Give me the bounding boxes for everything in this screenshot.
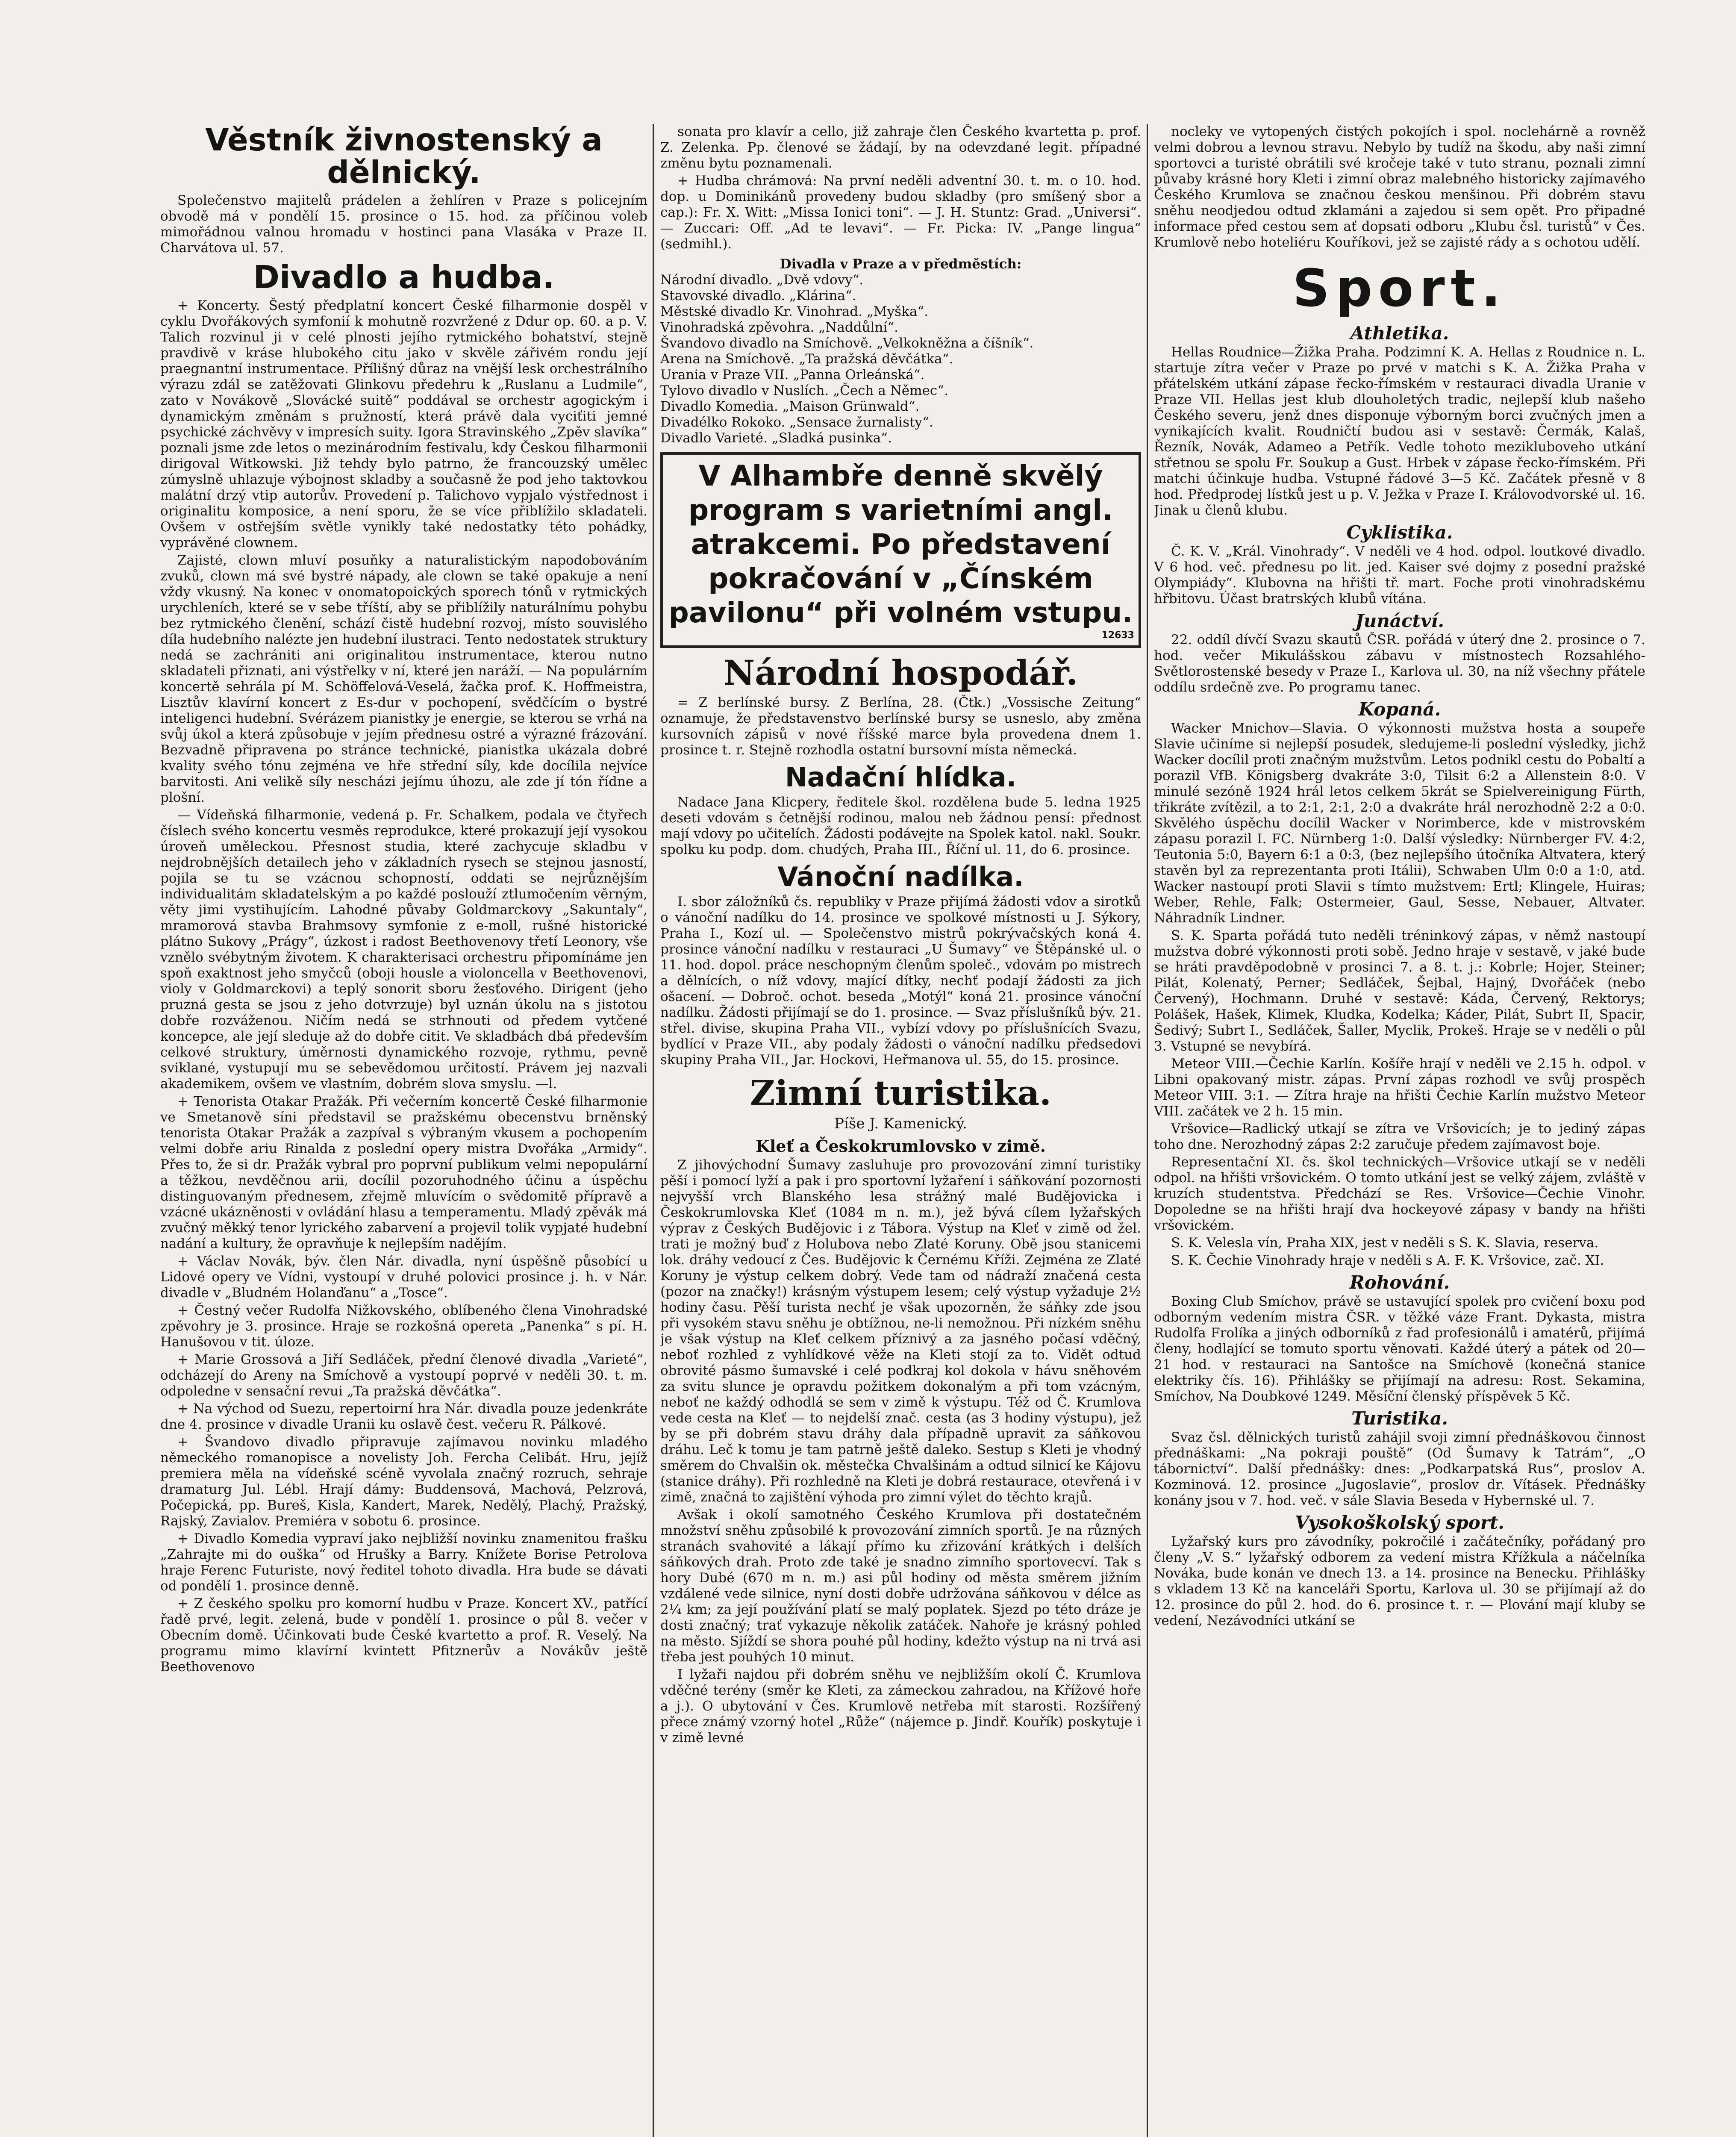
subsection-heading: Vysokoškolský sport. (1295, 1512, 1504, 1533)
column-rule (653, 124, 654, 2137)
paragraph: S. K. Čechie Vinohrady hraje v neděli s A. F. K. Vršovice, zač. XI. (1171, 1253, 1604, 1268)
paragraph: Z jihovýchodní Šumavy zasluhuje pro provozování zimní turistiky pěší i pomocí lyží a pak i pro sportovní lyžaření i sáňkování pozornosti nejvyšší vrch Blanského lesa strážný malé Budějovicka i Českokrumlovska Kleť (1084 m n. m.), jež bývá cílem lyžařských výprav z Českých Budějovic i z Tábora. Výstup na Kleť v zimě od žel. trati je možný buď z Holubova nebo Zlaté Koruny. Obě jsou stanicemi lok. dráhy vedoucí z Čes. Budějovic k Černému Kříži. Zejména ze Zlaté Koruny je výstup celkem dobrý. Vede tam od nádraží značená cesta (pozor na značky!) krásným výstupem lesem; celý výstup vyžaduje 2½ hodiny času. Pěší turista nechť je však upozorněn, že sáňky zde jsou při vysokém stavu sněhu je obtížnou, ne-li nemožnou. Při nízkém sněhu je však výstup na Kleť celkem příznivý a za jasného počasí vděčný, neboť rozhled z vyhlídkové věže na Kleti stojí za to. Vidět odtud obrovité pásmo šumavské i celé podkraj kol dokola v hávu sněhovém za svitu slunce je opravdu požitkem dokonalým a při tom vzácným, neboť ne každý odhodlá se sem v zimě k výstupu. Též od Č. Krumlova vede cesta na Kleť — to nejdelší znač. cesta (as 3 hodiny výstupu), jež by se při dobrém stavu dráhy dala případně upravit za sáňkovou dráhu. Leč k tomu je tam patrně ještě daleko. Sestup s Kleti je vhodný směrem do Chvalšin ok. městečka Chvalšinám a odtud silnicí ke Kájovu (stanice dráhy). Při rozhledně na Kleti je dobrá restaurace, otevřená i v zimě, značná to zajištění výhoda pro zimní výlet do těchto krajů. (660, 1157, 1141, 1505)
column-1 (160, 124, 647, 2137)
program-item: Tylovo divadlo v Nuslích. „Čech a Němec“. (660, 383, 948, 398)
ad-number: 12633 (1101, 630, 1134, 641)
column-3 (1154, 124, 1645, 2137)
subsection-heading: Kopaná. (1358, 699, 1441, 720)
paragraph: Representační XI. čs. škol technických—Vršovice utkají se v neděli odpol. na hřišti vršovickém. O tomto utkání jest se velký zájem, zvláště v kruzích studentstva. Předchází se Res. Vršovice—Čechie Vinohr. Dopoledne se na hřišti hrají dva hockeyové zápasy v bandy na hřišti vršovickém. (1154, 1154, 1645, 1233)
paragraph: Boxing Club Smíchov, právě se ustavující spolek pro cvičení boxu pod odborným vedením mistra ČSR. v těžké váze Frant. Dykasta, mistra Rudolfa Frolíka a jiných odborníků z řad profesionálů i amatérů, přijímá členy, hodlající se tomuto sportu věnovati. Každé úterý a pátek od 20—21 hod. v restauraci na Santošce na Smíchově (konečná stanice elektriky čís. 16). Přihlášky se přijímají na adresu: Rost. Sekamina, Smíchov, Na Doubkové 1249. Měsíční členský příspěvek 5 Kč. (1154, 1294, 1645, 1404)
paragraph: + Z českého spolku pro komorní hudbu v Praze. Koncert XV., patřící řadě prvé, legit. zelená, bude v pondělí 1. prosince o půl 8. večer v Obecním domě. Účinkovati bude České kvartetto a prof. R. Veselý. Na programu mimo klavírní kvintett Pfitznerův a Novákův ještě Beethovenovo (160, 1595, 647, 1675)
paragraph: Nadace Jana Klicpery, ředitele škol. rozdělena bude 5. ledna 1925 deseti vdovám s četnější rodinou, malou neb žádnou pensí: přednost mají vdovy po učitelích. Žádosti podávejte na Spolek katol. nakl. Soukr. spolku ku podp. dom. chudých, Praha III., Říční ul. 11, do 6. prosince. (660, 795, 1141, 858)
program-item: Národní divadlo. „Dvě vdovy“. (660, 272, 864, 288)
paragraph: Č. K. V. „Král. Vinohrady“. V neděli ve 4 hod. odpol. loutkové divadlo. V 6 hod. več. přednesu po lit. jed. Kaiser své dojmy z posední pražské Olympiády“. Klubovna na hřišti tř. mart. Foche proti vinohradskému hřbitovu. Účast bratrských klubů vítána. (1154, 544, 1645, 606)
paragraph: S. K. Velesla vín, Praha XIX, jest v neděli s S. K. Slavia, reserva. (1171, 1235, 1599, 1251)
alhambra-advertisement (660, 452, 1141, 648)
subsection-heading: Cyklistika. (1346, 522, 1453, 543)
program-item: Divadlo Komedia. „Maison Grünwald“. (660, 399, 920, 414)
program-item: Divadélko Rokoko. „Sensace žurnalisty“. (660, 415, 933, 430)
theatre-program-title: Divadla v Praze a v předměstích: (780, 256, 1022, 272)
paragraph: S. K. Sparta pořádá tuto neděli tréninkový zápas, v němž nastoupí mužstva dobré výkonnosti proti sobě. Jedno hraje v sestavě, v jaké bude se hráti pravděpodobně v prosinci 7. a 8. t. j.: Kobrle; Hojer, Steiner; Pilát, Kolenatý, Perner; Sedláček, Šejbal, Hajný, Dvořáček (nebo Červený), Hochmann. Druhé v sestavě: Káda, Červený, Rektorys; Polášek, Hašek, Klimek, Kludka, Kodelka; Káder, Pilát, Subrt II, Spacir, Šedivý; Subrt I., Sedláček, Šaller, Myclik, Prokeš. Hraje se v neděli o půl 3. Vstupné se nevybírá. (1154, 928, 1645, 1054)
column-2 (660, 124, 1141, 2137)
paragraph: Wacker Mnichov—Slavia. O výkonnosti mužstva hosta a soupeře Slavie učiníme si nejlepší posudek, sledujeme-li poslední výsledky, jichž Wacker docílil proti značným mužstvům. Letos podnikl cestu do Pobaltí a porazil VfB. Königsberg dvakráte 3:0, Tilsit 6:2 a Allenstein 8:0. V minulé sezóně 1924 hrál letos celkem 5krát se Spielvereinigung Fürth, třikráte zvítězil, a to 2:1, 2:1, 2:0 a dvakráte hrál nerozhodně 2:2 a 0:0. Skvělého úspěchu docílil Wacker v Norimberce, kde v mistrovském zápasu porazil I. FC. Nürnberg 1:0. Další výsledky: Nürnberger FV. 4:2, Teutonia 5:0, Bayern 6:1 a 0:3, (bez nejlepšího útočníka Altvatera, který stavěn byl za reprezentanta proti Itálii), Schwaben Ulm 0:0 a 1:0, atd. Wacker nastoupí proti Slavii s tímto mužstvem: Ertl; Klingele, Huiras; Weber, Rehle, Falk; Ostermeier, Gaul, Sesse, Nebauer, Altvater. Náhradník Lindner. (1154, 721, 1645, 926)
program-item: Arena na Smíchově. „Ta pražská děvčátka“. (660, 351, 953, 367)
section-heading-zimni-turistika: Zimní turistika. (750, 1073, 1051, 1113)
paragraph: = Z berlínské bursy. Z Berlína, 28. (Čtk.) „Vossische Zeitung“ oznamuje, že představenstvo berlínské bursy se usneslo, aby změna kursovních zápisů v nové říšské marce byla provedena dnem 1. prosince t. r. Stejně rozhodla ostatní bursovní místa německá. (660, 695, 1141, 758)
paragraph: + Hudba chrámová: Na první neděli adventní 30. t. m. o 10. hod. dop. u Dominikánů provedeny budou skladby (pro smíšený sbor a cap.): Fr. X. Witt: „Missa Ionici toni“. — J. H. Stuntz: Grad. „Universi“. — Zuccari: Off. „Ad te levavi“. — Fr. Picka: IV. „Pange lingua“ (sedmihl.). (660, 173, 1141, 252)
section-heading-vestnik: Věstník živnostenský a dělnický. (205, 124, 603, 190)
paragraph: Meteor VIII.—Čechie Karlín. Košíře hrají v neděli ve 2.15 h. odpol. v Libni opakovaný mistr. zápas. První zápas rozhodl ve svůj prospěch Meteor VIII. 3:1. — Zítra hraje na hřišti Čechie Karlín mužstvo Meteor VIII. začátek ve 2 h. 15 min. (1154, 1056, 1645, 1119)
alhambra-ad-text: V Alhambře denně skvělý program s varietními angl. atrakcemi. Po představení pokračování v „Čínském pavilonu“ při volném vstupu. (668, 459, 1133, 629)
paragraph: sonata pro klavír a cello, již zahraje člen Českého kvartetta p. prof. Z. Zelenka. Pp. členové se žádají, by na odevzdané legit. případné změnu bytu poznamenali. (660, 124, 1141, 171)
paragraph: Hellas Roudnice—Žižka Praha. Podzimní K. A. Hellas z Roudnice n. L. startuje zítra večer v Praze po prvé v matchi s K. A. Žižka Praha v přátelském utkání zápase řecko-římském v restauraci divadla Uranie v Praze VII. Hellas jest klub dlouholetých tradic, nejlepší klub našeho Českého severu, jenž dnes disponuje výborným borci zvučných jmen a vynikajících kvalit. Roudničtí budou asi v sestavě: Čermák, Kalaš, Řezník, Novák, Adameo a Petřík. Vedle tohoto mezikluboveho utkání střetnou se spolu Fr. Soukup a Gust. Hrbek v zápase řecko-římském. Při matchi účinkuje hudba. Vstupné řádové 3—5 Kč. Začátek přesně v 8 hod. Předprodej lístků jest u p. V. Ježka v Praze I. Královodvorské ul. 16. Jinak u členů klubu. (1154, 344, 1645, 518)
paragraph: + Na východ od Suezu, repertoirní hra Nár. divadla pouze jedenkráte dne 4. prosince v divadle Uranii ku oslavě čest. večeru R. Pálkové. (160, 1401, 647, 1432)
section-heading-divadlo: Divadlo a hudba. (253, 259, 555, 296)
section-heading-vanocni: Vánoční nadílka. (777, 861, 1024, 893)
paragraph: + Čestný večer Rudolfa Nižkovského, oblíbeného člena Vinohradské zpěvohry je 3. prosince. Hraje se rozkošná opereta „Panenka“ s pí. H. Hanušovou v tit. úloze. (160, 1302, 647, 1350)
paragraph: + Tenorista Otakar Pražák. Při večerním koncertě České filharmonie ve Smetanově síni představil se pražskému obecenstvu brněnský tenorista Otakar Pražák a zazpíval s výbraným vkusem a pochopením velmi dobře ariu Rinalda z poslední opery mistra Dvořáka „Armidy“. Přes to, že si dr. Pražák vybral pro poprvní publikum velmi nepopulární a těžkou, nevděčnou arii, docílil pozoruhodného účinu a úspěchu distinguovaným přednesem, zřejmě mluvícím o svědomitě přípravě a vzácné ukázněnosti v ovládání hlasu a temperamentu. Mladý zpěvák má zvučný měkký tenor lyrického zabarvení a projevil tolik vypjaté hudební nadání a kultury, že opravňuje k nejlepším nadějím. (160, 1093, 647, 1251)
article-author: Píše J. Kamenický. (834, 1115, 967, 1133)
paragraph: Zajisté, clown mluví posuňky a naturalistickým napodobováním zvuků, clown má své bystré nápady, ale clown se také opakuje a není vždy vkusný. Na konec v onomatopoických sporech tónů v rytmických urychleních, které se v sebe tříští, aby se přiblížily naturálnímu pohybu bez rytmického členění, schází čistě hudební rozvoj, místo souvislého díla hudebního nalézte jen hudební ilustraci. Tento nedostatek struktury nedá se zachrániti ani originalitou instrumentace, kterou nutno skladateli přiznati, ani výstřelky v ní, které jen naráží. — Na populárním koncertě sehrála pí M. Schöffelová-Veselá, žačka prof. K. Hoffmeistra, Lisztův klavírní koncert z Es-dur v pochopení, svědčícím o bystré inteligenci hudební. Svérázem pianistky je energie, se kterou se vrhá na svůj úkol a která způsobuje v jejím přednesu ostré a výrazné frázování. Bezvadně připravena po stránce technické, pianistka ukázala dobré kvality svého tónu zejména ve hře střední síly, kde docílila nejvíce barvitosti. Ani velikě síly nescházi jejímu úhozu, ale zde jí tón řídne a plošní. (160, 552, 647, 805)
paragraph: + Marie Grossová a Jiří Sedláček, přední členové divadla „Varieté“, odcházejí do Areny na Smíchově a vystoupí poprvé v neděli 30. t. m. odpoledne v sensační revui „Ta pražská děvčátka“. (160, 1351, 647, 1399)
paragraph: + Koncerty. Šestý předplatní koncert České filharmonie dospěl v cyklu Dvořákových symfonií k mohutně rozvržené z Ddur op. 60. a p. V. Talich rozvinul ji v celé plnosti jejího rytmického bohatství, stejně pravdivě v kráse hlubokého citu jako v skvěle zářivém rondu její praegnantní instrumentace. Přílišný důraz na vnější lesk orchestrálního výrazu zdál se zatěžovati Glinkovu předehru k „Ruslanu a Ludmile“, zato v Novákově „Slovácké suitě“ poddával se orchestr agogickým i dynamickým změnám s pružností, která právě dala vyciťiti jemné psychické záchvěvy v impresích suity. Igora Stravinského „Zpěv slavíka“ poznali jsme zde letos o mezinárodním festivalu, kdy Českou filharmonii dirigoval Witkowski. Již tehdy bylo patrno, že francouzský umělec zúmyslně uhlazuje výbojnost skladby a současně že pod jeho taktovkou malátní drzý vtip autorův. Provedení p. Talichovo vypjalo výstřednost i originalitu komposice, a není sporu, že se více přiblížilo skladateli. Ovšem v ostřejším světle vynikly také nedostatky této pohádky, vyprávěné clownem. (160, 297, 647, 550)
section-heading-nadacni: Nadační hlídka. (785, 762, 1017, 793)
paragraph: Lyžařský kurs pro závodníky, pokročilé i začátečníky, pořádaný pro členy „V. S.“ lyžařský odborem za vedení mistra Křížkula a náčelníka Nováka, bude konán ve dnech 13. a 14. prosince na Benecku. Přihlášky s vkladem 13 Kč na kanceláři Sportu, Karlova ul. 30 se přijímají až do 12. prosince do půl 2. hod. do 6. prosince t. r. — Plování mají kluby se vedení, Nezávodníci utkání se (1154, 1534, 1645, 1628)
article-subtitle: Kleť a Českokrumlovsko v zimě. (755, 1136, 1046, 1156)
section-heading-sport: Sport. (1292, 259, 1507, 318)
subsection-heading: Athletika. (1350, 323, 1449, 344)
program-item: Švandovo divadlo na Smíchově. „Velkokněžna a číšník“. (660, 336, 1034, 351)
subsection-heading: Rohování. (1349, 1272, 1450, 1293)
paragraph: Avšak i okolí samotného Českého Krumlova při dostatečném množství sněhu způsobilé k provozování zimních sportů. Je na různých stranách svahovité a lákají přímo ku zřizování krátkých i delších sáňkových drah. Proto zde také je snadno zimního sportovecví. Tak s hory Dubé (670 m n. m.) asi půl hodiny od města směrem jižním vzdálené vede silnice, nyní dosti dobře udržována sáňkovou v délce as 2¼ km; za její používání platí se malý poplatek. Sjezd po této dráze je dosti značný; trať vykazuje několik zatáček. Nahoře je krásný pohled na město. Sjíždí se shora pouhé půl hodiny, kdežto výstup na ni trvá asi třeba jest pouhých 10 minut. (660, 1507, 1141, 1665)
column-rule (1147, 124, 1148, 2137)
paragraph: — Vídeňská filharmonie, vedená p. Fr. Schalkem, podala ve čtyřech číslech svého koncertu vesměs reprodukce, které prokazují její vysokou úroveň uměleckou. Přesnost studia, které zachycuje skladbu v nejdrobnějších detailech jeho v základních rysech se stejnou jasností, pojila se tu se vzácnou schopností, oddati se nejrůznějším individualitám skladatelským a po každé poslouží ztlumočením věrným, věty jimi vystihujícím. Lahodné půvaby Goldmarckovy „Sakuntaly“, mramorová stavba Brahmsovy symfonie z e-moll, rušné historické plátno Sukovy „Prágy“, úzkost i radost Beethovenovy třetí Leonory, vše vznělo svébytným životem. K charakterisaci orchestru připomínáme jen spoň exaktnost jeho smyčců (oboji housle a violoncella v Beethovenovi, violy v Goldmarckovi) a teplý sonorit sboru žesťového. Dirigent (jeho pruzná gesta se jsou z jeho dotvrzuje) byl uznán úkolu na s jistotou dobře rozváženou. Ničím nedá se strhnouti od předem vytčené koncepce, ale její sleduje až do dobře citit. Ve skladbách dbá především celkové struktury, úměrnosti dynamického rozvoje, rythmu, pevně sviklané, vystupují mu se sebevědomou určitostí. Právem jej nazvali akademikem, ovšem ve vlastním, dobrém slova smyslu. —l. (160, 807, 647, 1092)
section-heading-hospodar: Národní hospodář. (723, 653, 1078, 693)
subsection-heading: Turistika. (1351, 1408, 1448, 1429)
paragraph: Svaz čsl. dělnických turistů zahájil svoji zimní přednáškovou činnost přednáškami: „Na pokraji pouště“ (Od Šumavy k Tatrám“, „O tábornictví“. Další přednášky: dnes: „Podkarpatská Rus“, proslov A. Kozminová. 12. prosince „Jugoslavie“, proslov dr. Vításek. Přednášky konány jsou v 7. hod. več. v sále Slavia Beseda v Hybernské ul. 7. (1154, 1430, 1645, 1508)
paragraph: Vršovice—Radlický utkají se zítra ve Vršovicích; je to jediný zápas toho dne. Nerozhodný zápas 2:2 zaručuje předem zajímavost boje. (1154, 1121, 1645, 1152)
paragraph: Společenstvo majitelů prádelen a žehlíren v Praze s policejním obvodě má v pondělí 15. prosince o 15. hod. za příčinou voleb mimořádnou valnou hromadu v hostinci pana Vlasáka v Praze II. Charvátova ul. 57. (160, 193, 647, 256)
paragraph: nocleky ve vytopených čistých pokojích i spol. noclehárně a rovněž velmi dobrou a levnou stravu. Nebylo by tudíž na škodu, aby naši zimní sportovci a turisté obrátili své kročeje také v tuto stranu, poznali zimní půvaby krásné hory Kleti i zimní obraz malebného historicky zajímavého Českého Krumlova se značnou českou menšinou. Při dobrém stavu sněhu neodjedou odtud zklamáni a zajedou si sem opět. Pro připadné informace před cestou sem ať dopsati odboru „Klubu čsl. turistů“ v Čes. Krumlově nebo hoteliéru Kouříkovi, jež se zajisté rády a s ochotou udělí. (1154, 124, 1645, 250)
theatre-program (660, 256, 1141, 446)
subsection-heading: Junáctví. (1355, 610, 1445, 631)
program-item: Městské divadlo Kr. Vinohrad. „Myška“. (660, 304, 929, 319)
paragraph: + Divadlo Komedia vypraví jako nejbližší novinku znamenitou frašku „Zahrajte mi do ouška“ od Hrušky a Barry. Knížete Borise Petrolova hraje Ferenc Futuriste, nový ředitel tohoto divadla. Hra bude se dávati od pondělí 1. prosince denně. (160, 1531, 647, 1594)
program-item: Divadlo Varieté. „Sladká pusinka“. (660, 430, 892, 446)
program-item: Urania v Praze VII. „Panna Orleánská“. (660, 367, 925, 383)
program-item: Vinohradská zpěvohra. „Naddůlní“. (660, 320, 899, 335)
program-item: Stavovské divadlo. „Klárina“. (660, 288, 856, 303)
paragraph: 22. oddíl dívčí Svazu skautů ČSR. pořádá v úterý dne 2. prosince o 7. hod. večer Mikulášskou zábavu v místnostech Rozsahlého-Světlorostenské besedy v Praze I., Karlova ul. 30, na níž všechny přátele oddílu srdečně zve. Po programu tanec. (1154, 632, 1645, 695)
paragraph: I lyžaři najdou při dobrém sněhu ve nejbližším okolí Č. Krumlova vděčné terény (směr ke Kleti, za zámeckou zahradou, na Křížové hoře a j.). O ubytování v Čes. Krumlově netřeba mít starosti. Rozšířený přece známý vzorný hotel „Růže“ (nájemce p. Jindř. Kouřík) poskytuje i v zimě levné (660, 1667, 1141, 1746)
paragraph: + Václav Novák, býv. člen Nár. divadla, nyní úspěšně působící u Lidové opery ve Vídni, vystoupí v druhé polovici prosince j. h. v Nár. divadle v „Bludném Holanďanu“ a „Tosce“. (160, 1253, 647, 1301)
paragraph: + Švandovo divadlo připravuje zajímavou novinku mladého německého romanopisce a novelisty Joh. Fercha Celibát. Hru, jejíž premiera měla na vídeňské scéně vyvolala značný rozruch, sehraje dramaturg Jul. Lébl. Hrají dámy: Buddensová, Machová, Pelzrová, Počepická, pp. Bureš, Kisla, Kandert, Marek, Nedělý, Plachý, Pražský, Rajský, Zavialov. Premiéra v sobotu 6. prosince. (160, 1434, 647, 1529)
paragraph: I. sbor záložníků čs. republiky v Praze přijímá žádosti vdov a sirotků o vánoční nadílku do 14. prosince ve spolkové místnosti u J. Sýkory, Praha I., Kozí ul. — Společenstvo mistrů pokrývačských koná 4. prosince vánoční nadílku v restauraci „U Šumavy“ ve Štěpánské ul. o 11. hod. dopol. práce neschopným členům společ., vdovám po mistrech a dělnících, o níž vdovy, mající dítky, nechť podají žádosti za jich ošacení. — Dobroč. ochot. beseda „Motýl“ koná 21. prosince vánoční nadílku. Žádosti přijímají se do 1. prosince. — Svaz příslušníků býv. 21. střel. divise, skupina Praha VII., vybízí vdovy po příslušnících Svazu, bydlící v Praze VII., aby podaly žádosti o vánoční nadílku předsedovi skupiny Praha VII., Jar. Hockovi, Heřmanova ul. 55, do 15. prosince. (660, 894, 1141, 1068)
